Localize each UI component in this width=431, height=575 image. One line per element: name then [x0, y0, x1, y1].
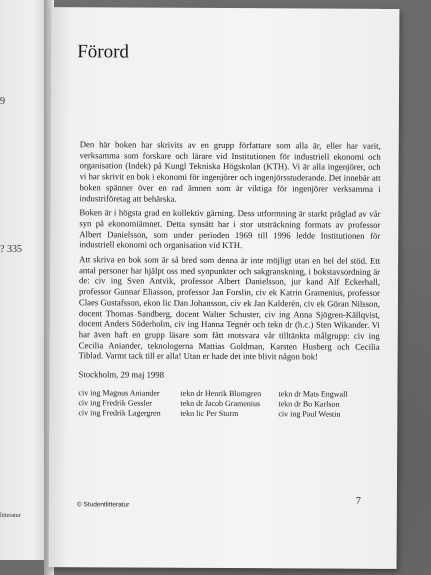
copyright-footer: © Studentlitteratur	[76, 501, 130, 509]
author-name: civ ing Magnus Aniander	[78, 388, 160, 398]
left-page-edge	[0, 0, 48, 560]
author-name: tekn dr Henrik Blomgren	[180, 388, 262, 398]
book-page	[49, 7, 400, 569]
preface-body	[78, 139, 380, 420]
author-name: civ ing Fredrik Lagergren	[78, 408, 161, 418]
author-name: tekn dr Mats Engwall	[278, 389, 348, 399]
author-name: civ ing Paul Westin	[278, 409, 341, 419]
left-page-fragment: 9	[0, 96, 5, 107]
page-number: 7	[355, 495, 361, 507]
place-date: Stockholm, 29 maj 1998	[78, 369, 165, 380]
author-name: civ ing Fredrik Gessler	[78, 398, 152, 408]
author-name: tekn dr Jacob Gramenius	[180, 398, 261, 409]
paragraph: Boken är i högsta grad en kollektiv gärning. Dess utformning är starkt präglad av vår syn på ekonomiämnet. Detta synsätt har i stor utsträckning formats av professor Albert Danielsson, som under perioden 1969 till 1996 ledde Institutionen för industriell ekonomi och organisation vid KTH.	[79, 207, 381, 251]
left-page-fragment: ? 335	[0, 244, 22, 255]
left-page-fragment: litteratur	[0, 513, 21, 519]
author-list	[78, 388, 379, 420]
paragraph: Den här boken har skrivits av en grupp författare som alla är, eller har varit, verksamma som forskare och lärare vid Institutionen för industriell ekonomi och organisation (Indek) på Kungl Tekniska Högskolan (KTH). Vi är alla ingenjörer, och vi har skrivit en bok i ekonomi för ingenjörer och ingenjörsstuderande. Det innebär att boken spänner över en rad ämnen som är viktiga för ingenjörer verksamma i industriföretag att behärska.	[79, 139, 381, 204]
paragraph: Att skriva en bok som är så bred som denna är inte möjligt utan en hel del stöd. Ett antal personer har hjälpt oss med synpunkter och sakgranskning, i bokstavsordning är de: civ ing Sven Antvik, professor Albert Danielsson, jur kand Alf Eckerhall, professor Gunnar Eliasson, professor Jan Forslin, civ ek Katrin Gramenius, professor Claes Gustafsson, ekon lic Dan Johansson, civ ek Jan Kalderén, civ ek Göran Nilsson, docent Thomas Sandberg, docent Walter Schuster, civ ing Anna Sjögren-Källqvist, docent Anders Söderholm, civ ing Hanna Tegnér och tekn dr (h.c.) Sten Wikander. Vi har även haft en grupp läsare som fått motsvara vår tilltänkta målgrupp: civ ing Cecilia Aniander, teknologerna Mattias Goldman, Karsten Husberg och Cecilia Tiblad. Varmt tack till er alla! Utan er hade det inte blivit någon bok!	[78, 254, 381, 362]
page-title: Förord	[77, 41, 130, 63]
author-name: tekn lic Per Storm	[180, 408, 239, 419]
author-name: tekn dr Bo Karlson	[278, 399, 340, 409]
